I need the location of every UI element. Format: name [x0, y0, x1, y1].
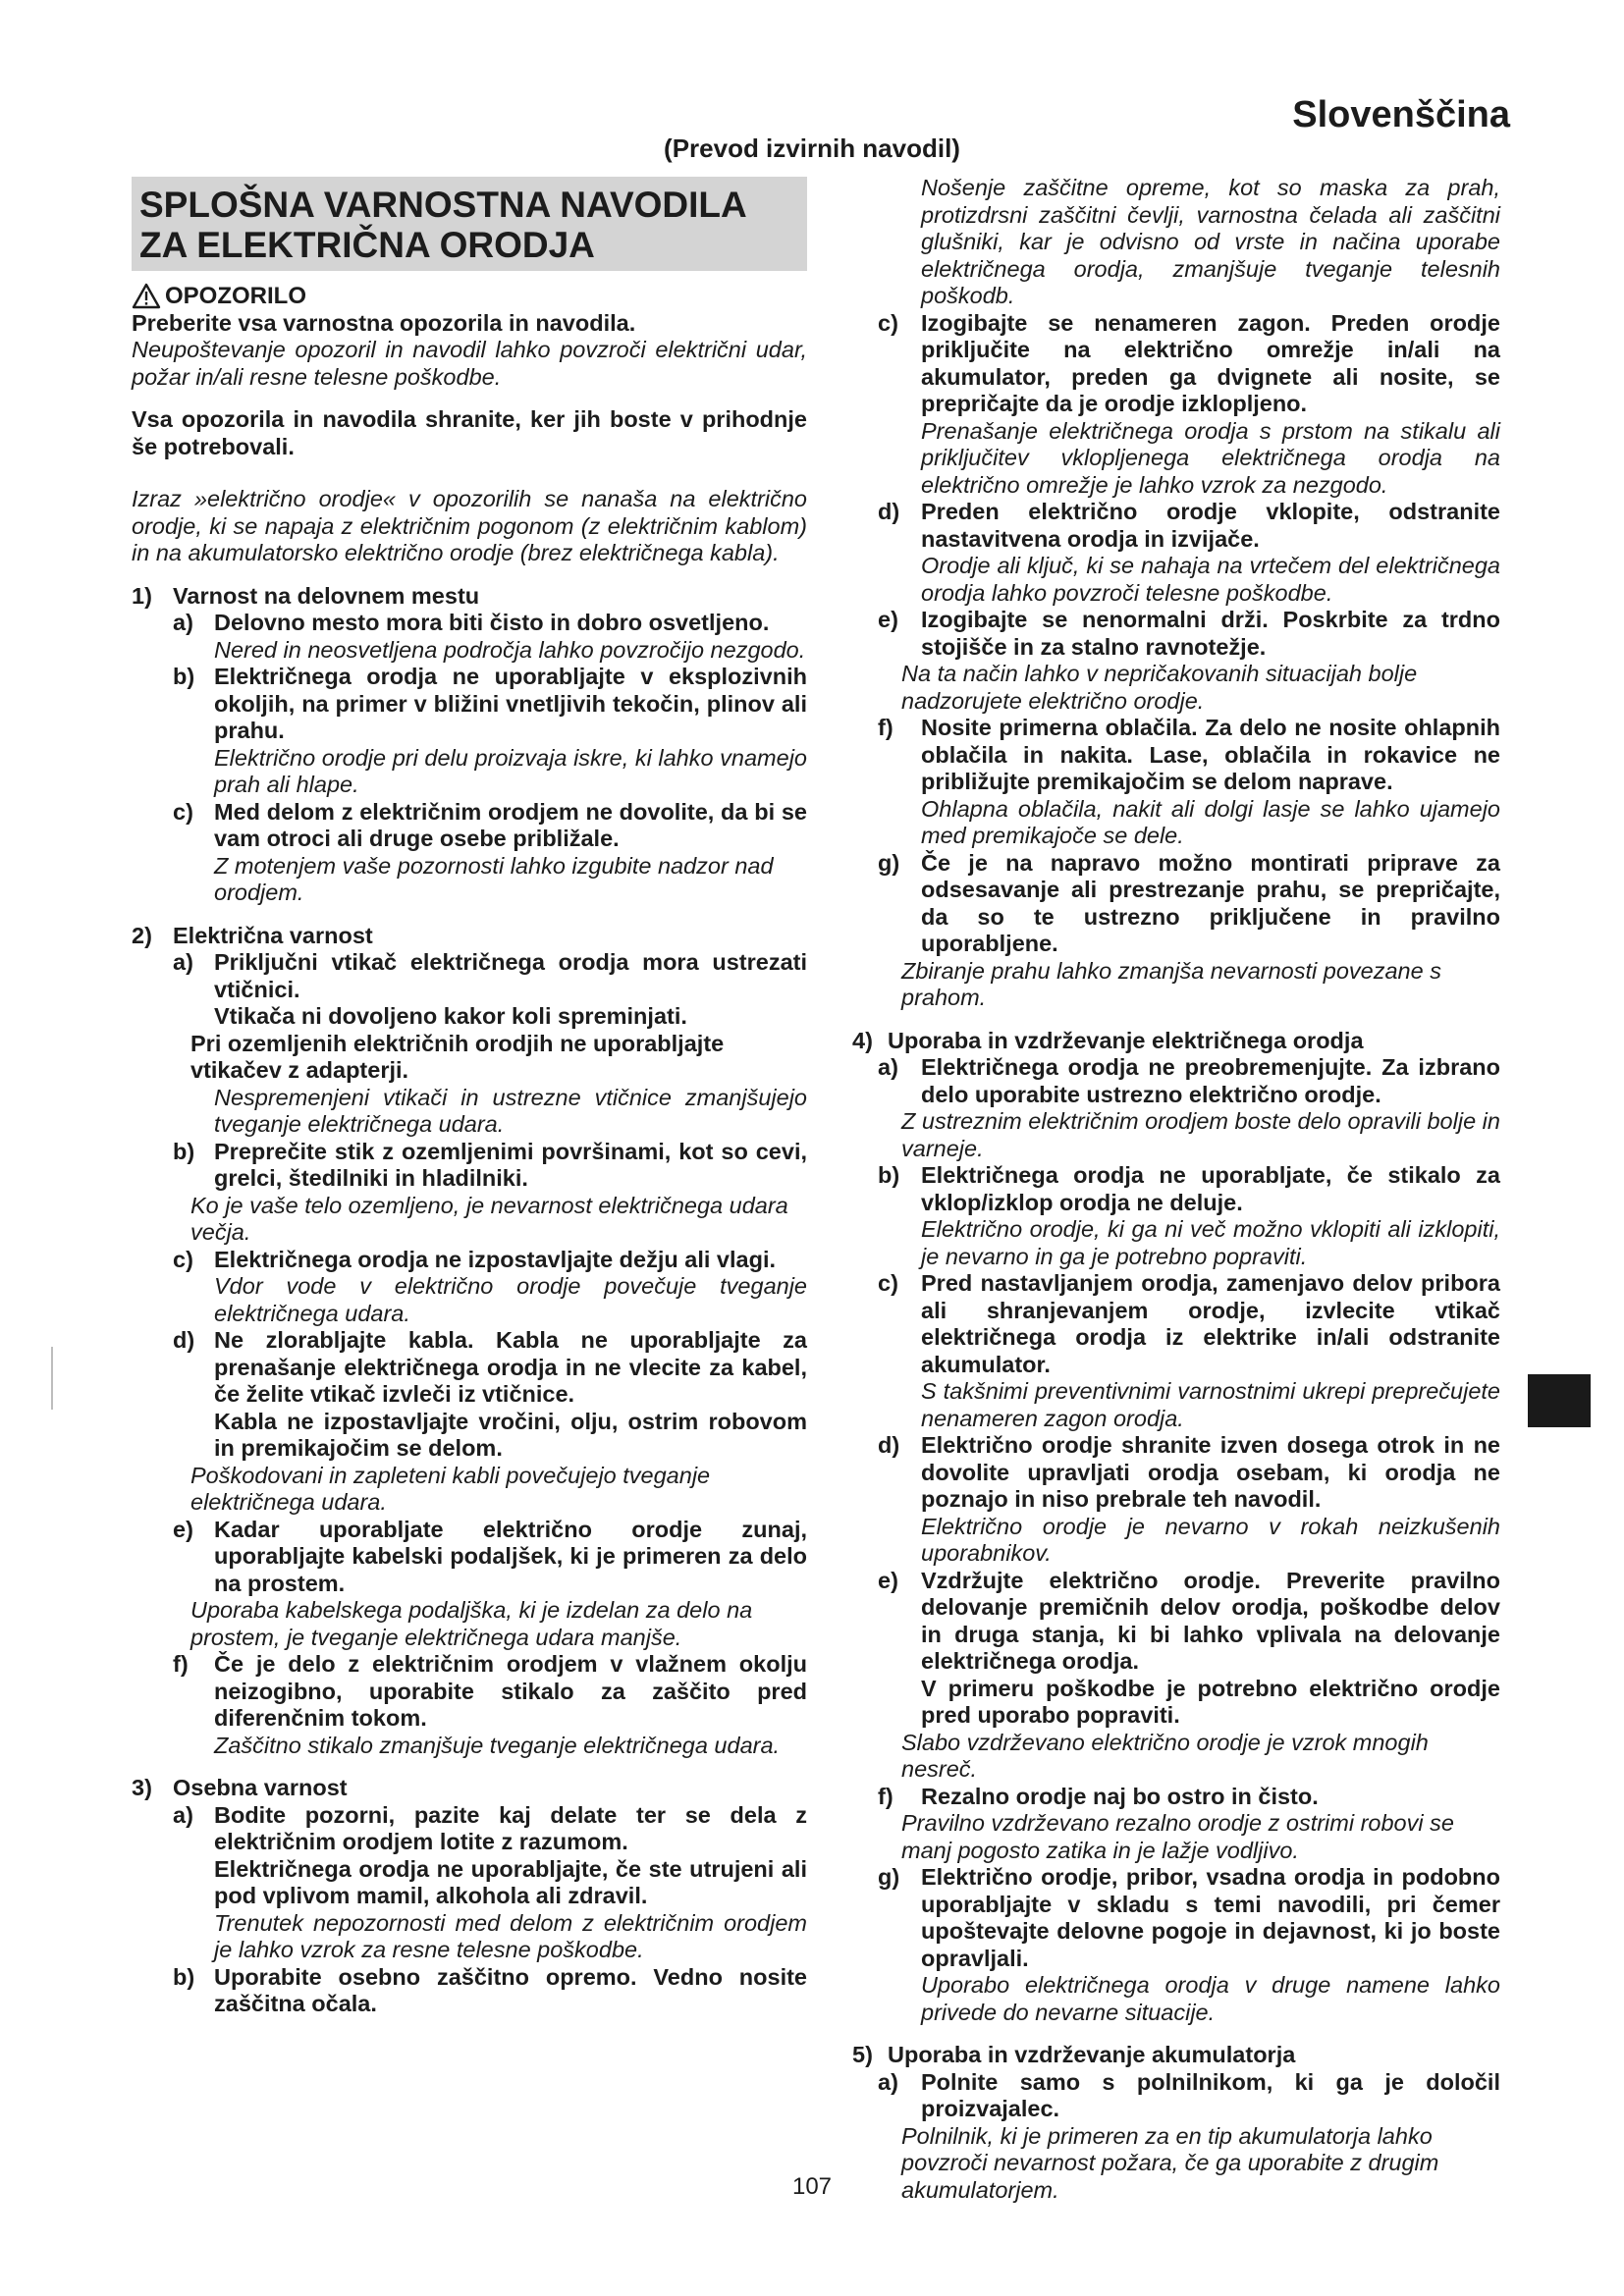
section-number: 3) [132, 1775, 152, 1800]
item-text: Preden električno orodje vklopite, odstranite nastavitvena orodja in izvijače. [921, 499, 1500, 552]
section-title: Uporaba in vzdrževanje električnega orodja [888, 1027, 1364, 1053]
page-title-line2: ZA ELEKTRIČNA ORODJA [139, 225, 595, 265]
item-letter: c) [878, 1270, 898, 1296]
item-note: Nošenje zaščitne opreme, kot so maska za prah, protizdrsni zaščitni čevlji, varnostna čelada ali zaščitni glušniki, kar je odvisno od vrste in načina uporabe električnega orodja, zmanjšuje tveganje telesnih poškodb. [921, 175, 1500, 308]
list-item [132, 1247, 807, 1274]
list-item [852, 850, 1500, 958]
list-item [132, 1802, 807, 1856]
item-note: S takšnimi preventivnimi varnostnimi ukrepi preprečujete nenameren zagon orodja. [921, 1378, 1500, 1431]
margin-mark [51, 1347, 53, 1410]
item-letter: a) [878, 2068, 898, 2095]
item-letter: c) [173, 798, 193, 825]
item-note: Z motenjem vaše pozornosti lahko izgubite nadzor nad orodjem. [214, 852, 774, 905]
item-note: Prenašanje električnega orodja s prstom na stikalu ali priključitev vklopljenega električnega orodja na električno omrežje je lahko vzrok za nezgodo. [921, 417, 1500, 498]
item-text: Če je na napravo možno montirati priprave za odsesavanje ali prestrezanje prahu, se prepričajte, da so te ustrezno priključene in pravilno uporabljene. [921, 849, 1500, 956]
list-item [852, 1162, 1500, 1216]
item-text: Električnega orodja ne izpostavljajte dežju ali vlagi. [214, 1246, 777, 1272]
item-text: Električnega orodja ne uporabljate, če stikalo za vklop/izklop orodja ne deluje. [921, 1162, 1500, 1215]
item-note: Polnilnik, ki je primeren za en tip akumulatorja lahko povzroči nevarnost požara, če ga uporabite z drugim akumulatorjem. [901, 2122, 1439, 2203]
item-text-continued: Kabla ne izpostavljajte vročini, olju, ostrim robovom in premikajočim se delom. [214, 1408, 807, 1461]
item-note: Trenutek nepozornosti med delom z električnim orodjem je lahko vzrok za resne telesne poškodbe. [214, 1909, 807, 1962]
item-note: Električno orodje je nevarno v rokah neizkušenih uporabnikov. [921, 1513, 1500, 1566]
item-letter: a) [173, 1801, 193, 1828]
item-text: Uporabite osebno zaščitno opremo. Vedno nosite zaščitna očala. [214, 1963, 807, 2016]
item-text: Če je delo z električnim orodjem v vlažnem okolju neizogibno, uporabite stikalo za zaščito pred diferenčnim tokom. [214, 1651, 807, 1731]
item-letter: g) [878, 849, 900, 876]
item-note: Uporaba kabelskega podaljška, ki je izdelan za delo na prostem, je tveganje električnega udara manjše. [190, 1597, 753, 1650]
section-number: 2) [132, 922, 152, 948]
section-thumb-tab [1528, 1374, 1591, 1427]
item-text: Električnega orodja ne preobremenjujte. Za izbrano delo uporabite ustrezno električno orodje. [921, 1054, 1500, 1107]
item-note: Vdor vode v električno orodje povečuje tveganje električnega udara. [214, 1273, 807, 1326]
section-title: Uporaba in vzdrževanje akumulatorja [888, 2042, 1296, 2067]
item-text: Priključni vtikač električnega orodja mora ustrezati vtičnici. [214, 949, 807, 1002]
right-column [852, 175, 1500, 2204]
item-note: Električno orodje pri delu proizvaja iskre, ki lahko vnamejo prah ali hlape. [214, 744, 807, 797]
item-text: Bodite pozorni, pazite kaj delate ter se dela z električnim orodjem lotite z razumom. [214, 1801, 807, 1854]
section-number: 5) [852, 2042, 873, 2067]
item-text-continued: Električnega orodja ne uporabljajte, če ste utrujeni ali pod vplivom mamil, alkohola ali zdravil. [214, 1855, 807, 1908]
item-letter: d) [878, 499, 900, 524]
language-label: Slovenščina [1292, 94, 1510, 135]
item-text: Električnega orodja ne uporabljajte v eksplozivnih okoljih, na primer v bližini vnetljivih tekočin, plinov ali prahu. [214, 664, 807, 743]
item-note: Poškodovani in zapleteni kabli povečujejo tveganje električnega udara. [190, 1462, 711, 1515]
list-item [852, 1864, 1500, 1972]
item-text: Električno orodje, pribor, vsadna orodja in podobno uporabljajte v skladu s temi navodili, pri čemer upoštevajte delovne pogoje in dejavnost, ki jo boste opravljali. [921, 1864, 1500, 1971]
item-text: Delovno mesto mora biti čisto in dobro osvetljeno. [214, 610, 770, 635]
item-text: Rezalno orodje naj bo ostro in čisto. [921, 1783, 1319, 1809]
list-item [852, 715, 1500, 796]
section-heading [132, 583, 807, 611]
item-letter: d) [878, 1432, 900, 1458]
item-text: Električno orodje shranite izven dosega otrok in ne dovolite upravljati orodja osebam, ki orodja ne poznajo in niso prebrale teh navodil. [921, 1432, 1500, 1512]
section-heading [852, 2042, 1500, 2069]
list-item [852, 1432, 1500, 1514]
section-number: 4) [852, 1027, 873, 1053]
left-column [132, 177, 807, 2018]
item-letter: a) [878, 1054, 898, 1080]
section-heading [852, 1028, 1500, 1055]
list-item [132, 1651, 807, 1733]
item-text: Izogibajte se nenameren zagon. Preden orodje priključite na električno omrežje in/ali na akumulator, preden ga dvignete ali nosite, se prepričajte da je orodje izklopljeno. [921, 309, 1500, 416]
list-item [852, 1568, 1500, 1676]
translation-note: (Prevod izvirnih navodil) [664, 133, 960, 163]
warning-definition: Izraz »električno orodje« v opozorilih se nanaša na električno orodje, ki se napaja z električnim pogonom (z električnim kablom) in na akumulatorsko električno orodje (brez električnega kabla). [132, 486, 807, 565]
item-text: Kadar uporabljate električno orodje zunaj, uporabljajte kabelski podaljšek, ki je primeren za delo na prostem. [214, 1516, 807, 1596]
item-letter: c) [173, 1246, 193, 1272]
item-text-continued: V primeru poškodbe je potrebno električno orodje pred uporabo popraviti. [921, 1675, 1500, 1728]
item-text: Nosite primerna oblačila. Za delo ne nosite ohlapnih oblačila in nakita. Lase, oblačila in rokavice ne približujte premikajočim se delom naprave. [921, 715, 1500, 794]
warning-keep: Vsa opozorila in navodila shranite, ker jih boste v prihodnje še potrebovali. [132, 406, 807, 459]
item-letter: c) [878, 309, 898, 336]
item-note: Zbiranje prahu lahko zmanjša nevarnosti povezane s prahom. [901, 957, 1441, 1010]
warning-icon [132, 283, 161, 309]
list-item [132, 664, 807, 745]
list-item [132, 799, 807, 853]
warning-label: OPOZORILO [165, 283, 306, 309]
item-text: Preprečite stik z ozemljenimi površinami, kot so cevi, grelci, štedilniki in hladilniki. [214, 1138, 807, 1191]
item-letter: e) [173, 1516, 193, 1542]
list-item [132, 610, 807, 637]
page-number: 107 [791, 2173, 833, 2200]
list-item [852, 1054, 1500, 1108]
item-text-continued: Pri ozemljenih električnih orodjih ne uporabljajte vtikačev z adapterji. [190, 1030, 725, 1083]
list-item [852, 1784, 1500, 1811]
item-letter: e) [878, 1567, 898, 1593]
list-item [132, 1517, 807, 1598]
list-item [132, 1327, 807, 1409]
list-item [852, 499, 1500, 553]
item-letter: b) [173, 1963, 195, 1990]
item-letter: e) [878, 607, 898, 632]
item-letter: g) [878, 1864, 900, 1890]
item-note: Zaščitno stikalo zmanjšuje tveganje električnega udara. [214, 1732, 781, 1758]
list-item [132, 1964, 807, 2018]
item-letter: f) [173, 1651, 189, 1677]
item-letter: f) [878, 1783, 893, 1809]
list-item [132, 1139, 807, 1193]
section-title: Varnost na delovnem mestu [173, 582, 480, 609]
item-text: Pred nastavljanjem orodja, zamenjavo delov pribora ali shranjevanjem orodje, izvlecite vtikač električnega orodja iz elektrike in/ali odstranite akumulator. [921, 1270, 1500, 1377]
item-note: Na ta način lahko v nepričakovanih situacijah bolje nadzorujete električno orodje. [901, 661, 1418, 714]
item-note: Ohlapna oblačila, nakit ali dolgi lasje se lahko ujamejo med premikajoče se dele. [921, 795, 1500, 848]
item-text: Med delom z električnim orodjem ne dovolite, da bi se vam otroci ali druge osebe približale. [214, 798, 807, 851]
section-number: 1) [132, 582, 152, 609]
item-letter: f) [878, 715, 893, 740]
item-note: Slabo vzdrževano električno orodje je vzrok mnogih nesreč. [901, 1729, 1429, 1782]
title-box [132, 177, 807, 271]
item-note: Z ustreznim električnim orodjem boste delo opravili bolje in varneje. [901, 1108, 1500, 1161]
warning-read-all: Preberite vsa varnostna opozorila in navodila. [132, 309, 636, 336]
item-note: Pravilno vzdrževano rezalno orodje z ostrimi robovi se manj pogosto zatika in je lažje vodljivo. [901, 1810, 1454, 1863]
item-letter: b) [878, 1162, 900, 1188]
section-title: Osebna varnost [173, 1775, 348, 1800]
list-item [852, 310, 1500, 418]
item-note: Uporabo električnega orodja v druge namene lahko privede do nevarne situacije. [921, 1972, 1500, 2025]
page-title-line1: SPLOŠNA VARNOSTNA NAVODILA [139, 185, 747, 225]
item-note: Nespremenjeni vtikači in ustrezne vtičnice zmanjšujejo tveganje električnega udara. [214, 1084, 807, 1137]
item-note: Orodje ali ključ, ki se nahaja na vrtečem del električnega orodja lahko povzroči telesne poškodbe. [921, 553, 1500, 606]
item-letter: b) [173, 1138, 195, 1164]
item-letter: b) [173, 664, 195, 689]
section-heading [132, 923, 807, 950]
section-heading [132, 1775, 807, 1802]
item-note: Ko je vaše telo ozemljeno, je nevarnost električnega udara večja. [190, 1192, 788, 1245]
list-item [852, 1270, 1500, 1378]
list-item [852, 2069, 1500, 2123]
item-letter: a) [173, 949, 193, 975]
item-text: Ne zlorabljajte kabla. Kabla ne uporabljajte za prenašanje električnega orodja in ne vlecite za kabel, če želite vtikač izvleči iz vtičnice. [214, 1327, 807, 1407]
warning-heading [132, 283, 807, 310]
warning-consequence: Neupoštevanje opozoril in navodil lahko povzroči električni udar, požar in/ali resne telesne poškodbe. [132, 337, 807, 390]
item-text-continued: Vtikača ni dovoljeno kakor koli spreminjati. [214, 1003, 687, 1029]
list-item [132, 949, 807, 1003]
item-text: Vzdržujte električno orodje. Preverite pravilno delovanje premičnih delov orodja, poškodbe delov in druga stanja, ki bi lahko vplivala na delovanje električnega orodja. [921, 1567, 1500, 1674]
item-text: Izogibajte se nenormalni drži. Poskrbite za trdno stojišče in za stalno ravnotežje. [921, 607, 1500, 660]
item-letter: a) [173, 610, 193, 635]
list-item [852, 607, 1500, 661]
section-title: Električna varnost [173, 922, 373, 948]
item-text: Polnite samo s polnilnikom, ki ga je določil proizvajalec. [921, 2068, 1500, 2121]
item-note: Električno orodje, ki ga ni več možno vklopiti ali izklopiti, je nevarno in ga je potrebno popraviti. [921, 1216, 1500, 1269]
item-letter: d) [173, 1327, 195, 1353]
item-note: Nered in neosvetljena področja lahko povzročijo nezgodo. [214, 636, 806, 663]
